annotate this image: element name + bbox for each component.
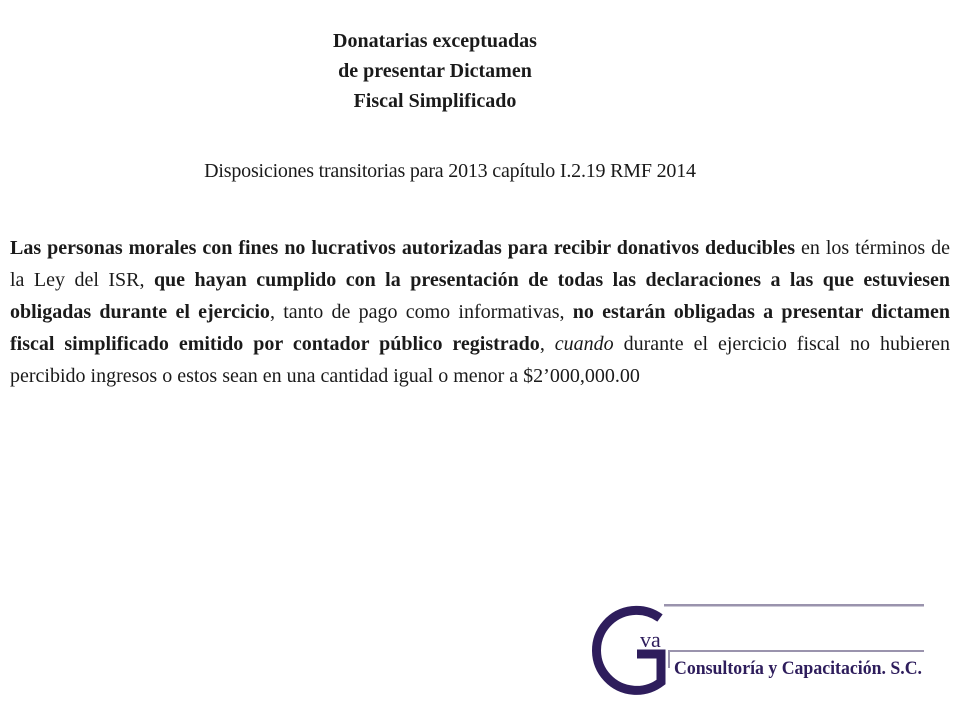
title-line-2: de presentar Dictamen	[338, 60, 532, 82]
paragraph-segment: en los términos de la Ley del ISR,	[10, 237, 950, 291]
title-line-1: Donatarias exceptuadas	[333, 30, 537, 52]
paragraph-segment: Las personas morales con fines no lucrativos autorizadas para recibir donativos deducibles	[10, 237, 796, 259]
title-line-3: Fiscal Simplificado	[353, 90, 517, 112]
company-logo	[582, 600, 928, 706]
paragraph-segment: ,	[539, 333, 555, 355]
body-paragraph	[10, 232, 950, 392]
logo-letters: va	[640, 627, 661, 652]
paragraph-segment: durante el ejercicio fiscal no hubieren percibido ingresos o estos sean en una cantidad igual o menor a $2’000,000.00	[10, 333, 950, 387]
document-subtitle: Disposiciones transitorias para 2013 capítulo I.2.19 RMF 2014	[204, 160, 696, 182]
logo-top-rule	[664, 604, 924, 607]
gva-logo-icon	[582, 600, 928, 706]
paragraph-segment: que hayan cumplido con la presentación de todas las declaraciones a las que estuviesen obligadas durante el ejercicio	[10, 269, 950, 323]
paragraph-segment: no estarán obligadas a presentar dictamen fiscal simplificado emitido por contador público registrado	[10, 301, 951, 355]
paragraph-segment: , tanto de pago como informativas,	[269, 301, 573, 323]
logo-vertical-rule	[668, 650, 670, 668]
paragraph-segment: cuando	[554, 333, 614, 355]
logo-company-name: Consultoría y Capacitación. S.C.	[674, 658, 922, 679]
logo-middle-rule	[670, 650, 924, 652]
document-title	[240, 26, 630, 116]
